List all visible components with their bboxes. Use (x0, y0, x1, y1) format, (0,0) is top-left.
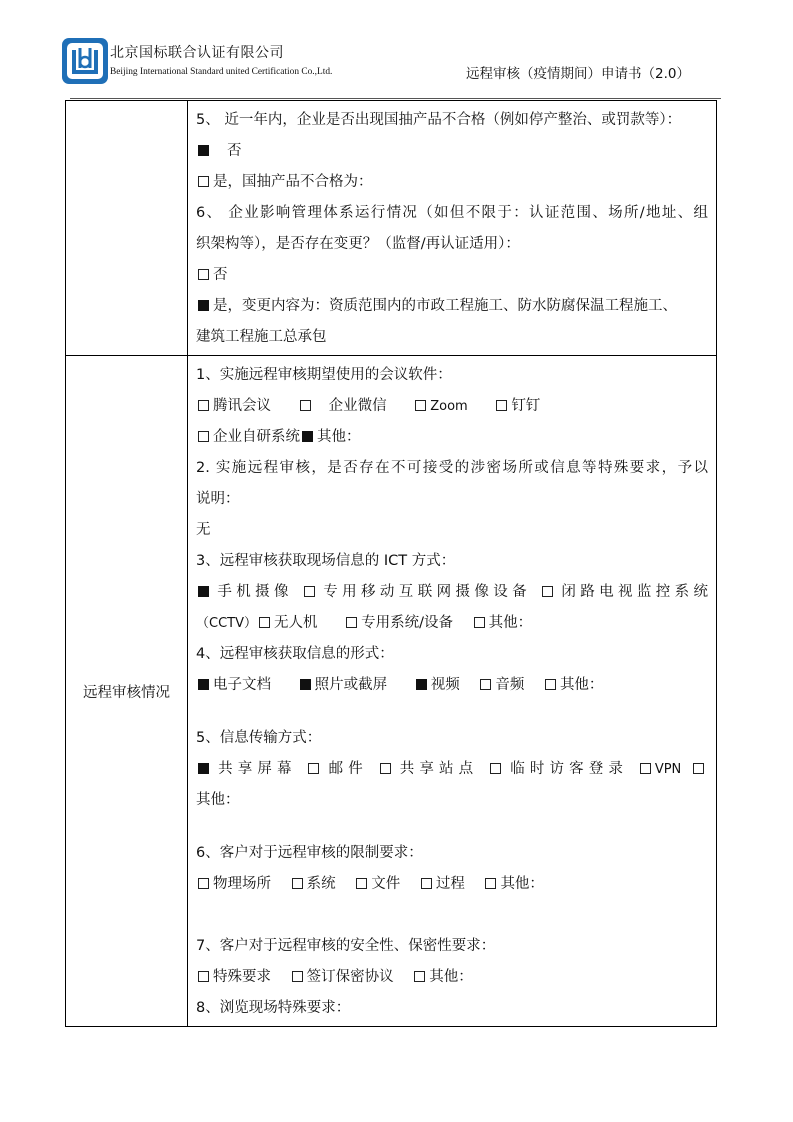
question-6-line-1: 6、 企业影响管理体系运行情况（如但不限于：认证范围、场所/地址、组 (196, 205, 708, 221)
option-label: 是，国抽产品不合格为： (213, 174, 373, 190)
table-row (66, 101, 717, 356)
option-label: 其他： (429, 969, 473, 985)
checked-box-icon[interactable] (416, 679, 427, 690)
option-label: 共享屏幕 (213, 761, 297, 777)
option-row (196, 754, 708, 785)
checkbox-icon[interactable] (490, 763, 501, 774)
question-2-answer: 无 (196, 522, 211, 538)
checked-box-icon[interactable] (198, 679, 209, 690)
option-label: 是，变更内容为：资质范围内的市政工程施工、防水防腐保温工程施工、 (213, 298, 677, 314)
option-label: 签订保密协议 (306, 969, 394, 985)
content-cell (188, 356, 717, 1027)
question-7-security: 7、客户对于远程审核的安全性、保密性要求： (196, 938, 496, 954)
option-label: 邮件 (323, 761, 368, 777)
option-label: 企业自研系统 (213, 429, 300, 445)
checkbox-icon[interactable] (380, 763, 391, 774)
option-row (196, 962, 708, 993)
option-row (196, 577, 708, 608)
option-label: 照片或截屏 (314, 677, 388, 693)
option-row (196, 869, 708, 900)
option-label: （CCTV） (196, 616, 257, 631)
row-label-empty (66, 101, 188, 356)
checked-box-icon[interactable] (198, 145, 209, 156)
option-label: 视频 (430, 677, 460, 693)
option-row (196, 670, 708, 701)
option-label: 其他： (196, 792, 240, 808)
checkbox-icon[interactable] (198, 400, 209, 411)
checkbox-icon[interactable] (542, 586, 553, 597)
option-label: 腾讯会议 (213, 398, 271, 414)
checkbox-icon[interactable] (198, 269, 209, 280)
question-2-line-1: 2. 实施远程审核，是否存在不可接受的涉密场所或信息等特殊要求，予以 (196, 460, 708, 476)
option-label: 否 (227, 143, 242, 159)
option-label: 其他： (488, 615, 533, 631)
question-5-product-check: 5、 近一年内，企业是否出现国抽产品不合格（例如停产整治、或罚款等）： (196, 112, 682, 128)
question-4-format: 4、远程审核获取信息的形式： (196, 646, 394, 662)
question-2-line-2: 说明： (196, 491, 240, 507)
document-title: 远程审核（疫情期间）申请书（2.0） (466, 66, 690, 82)
company-name-en: Beijing International Standard united Certification Co.,Ltd. (110, 67, 333, 77)
spacer (196, 701, 708, 723)
option-label: 过程 (435, 876, 465, 892)
option-row (196, 785, 708, 816)
table-row (66, 356, 717, 1027)
checkbox-icon[interactable] (198, 971, 209, 982)
checkbox-icon[interactable] (415, 400, 426, 411)
checkbox-icon[interactable] (292, 878, 303, 889)
row-label-remote-audit: 远程审核情况 (66, 356, 188, 1027)
option-label: VPN (654, 762, 682, 777)
checked-box-icon[interactable] (198, 586, 209, 597)
checkbox-icon[interactable] (198, 878, 209, 889)
checked-box-icon[interactable] (302, 431, 313, 442)
option-label: 钉钉 (511, 398, 541, 414)
checkbox-icon[interactable] (414, 971, 425, 982)
content-cell (188, 101, 717, 356)
option-row (196, 167, 708, 198)
checkbox-icon[interactable] (300, 400, 311, 411)
option-row (196, 291, 708, 322)
option-label: 专用系统/设备 (361, 615, 453, 631)
option-label: 其他： (559, 677, 604, 693)
company-name-cn: 北京国标联合认证有限公司 (110, 45, 284, 61)
checkbox-icon[interactable] (308, 763, 319, 774)
option-row (196, 608, 708, 639)
option-label: 临时访客登录 (505, 761, 629, 777)
option-label: 其他： (500, 876, 544, 892)
option-label: 音频 (495, 677, 525, 693)
checkbox-icon[interactable] (640, 763, 651, 774)
change-content-line-2: 建筑工程施工总承包 (196, 329, 327, 345)
option-label: 特殊要求 (213, 969, 271, 985)
checkbox-icon[interactable] (474, 617, 485, 628)
checked-box-icon[interactable] (300, 679, 311, 690)
option-label: 系统 (306, 876, 336, 892)
checkbox-icon[interactable] (485, 878, 496, 889)
option-label: 文件 (371, 876, 401, 892)
option-label: Zoom (430, 399, 468, 414)
checkbox-icon[interactable] (356, 878, 367, 889)
checkbox-icon[interactable] (292, 971, 303, 982)
option-label: 企业微信 (328, 398, 387, 414)
question-5-transfer: 5、信息传输方式： (196, 730, 322, 746)
checked-box-icon[interactable] (198, 300, 209, 311)
question-3-ict: 3、远程审核获取现场信息的 ICT 方式： (196, 553, 456, 569)
header-divider (70, 98, 721, 99)
option-row (196, 422, 708, 453)
option-label: 其他： (317, 429, 361, 445)
question-6-line-2: 织架构等），是否存在变更？（监督/再认证适用）： (196, 236, 520, 252)
checkbox-icon[interactable] (480, 679, 491, 690)
question-6-restrictions: 6、客户对于远程审核的限制要求： (196, 845, 423, 861)
checkbox-icon[interactable] (346, 617, 357, 628)
option-label: 专用移动互联网摄像设备 (318, 584, 531, 600)
checkbox-icon[interactable] (304, 586, 315, 597)
checkbox-icon[interactable] (693, 763, 704, 774)
checkbox-icon[interactable] (259, 617, 270, 628)
option-label: 共享站点 (394, 761, 479, 777)
option-row (196, 260, 708, 291)
question-8-site-viewing: 8、浏览现场特殊要求： (196, 1000, 351, 1016)
option-label: 电子文档 (213, 677, 271, 693)
company-logo (62, 38, 108, 84)
checkbox-icon[interactable] (421, 878, 432, 889)
spacer (196, 900, 708, 931)
option-label: 物理场所 (213, 876, 271, 892)
option-label: 闭路电视监控系统 (556, 584, 708, 600)
checkbox-icon[interactable] (496, 400, 507, 411)
checked-box-icon[interactable] (198, 763, 209, 774)
checkbox-icon[interactable] (545, 679, 556, 690)
option-label: 无人机 (274, 615, 318, 631)
checkbox-icon[interactable] (198, 431, 209, 442)
application-form-table (65, 100, 717, 1027)
checkbox-icon[interactable] (198, 176, 209, 187)
option-row (196, 391, 708, 422)
option-label: 手机摄像 (213, 584, 293, 600)
option-label: 否 (213, 267, 228, 283)
option-row (196, 136, 708, 167)
spacer (196, 816, 708, 838)
question-1-software: 1、实施远程审核期望使用的会议软件： (196, 367, 452, 383)
